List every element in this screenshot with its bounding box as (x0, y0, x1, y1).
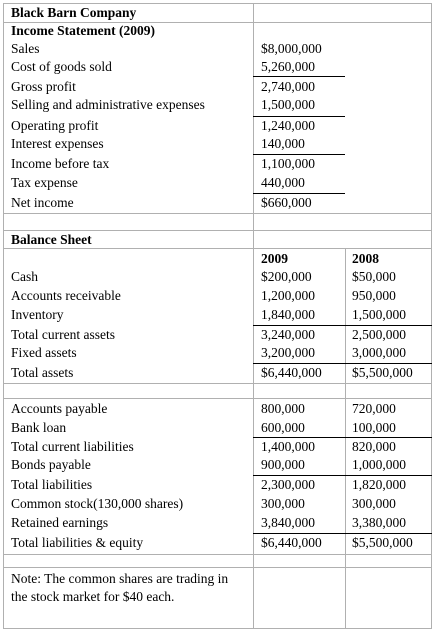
is-value-operating-profit: 1,240,000 (261, 118, 315, 133)
bs-2009-accounts-payable: 800,000 (261, 401, 305, 416)
grid-line (3, 628, 432, 629)
is-label-cogs: Cost of goods sold (11, 59, 112, 74)
bs-2009-fixed-assets: 3,200,000 (261, 345, 315, 360)
bs-2009-total-assets: $6,440,000 (261, 365, 322, 380)
bs-2008-total-current-assets: 2,500,000 (352, 327, 406, 342)
is-label-net-income: Net income (11, 195, 74, 210)
bs-label-accounts-payable: Accounts payable (11, 401, 108, 416)
is-value-sga: 1,500,000 (261, 97, 315, 112)
bs-label-cash: Cash (11, 269, 38, 284)
bs-2008-fixed-assets: 3,000,000 (352, 345, 406, 360)
year-header-2008: 2008 (352, 251, 379, 266)
bs-label-inventory: Inventory (11, 307, 64, 322)
is-value-interest: 140,000 (261, 136, 305, 151)
is-label-income-before-tax: Income before tax (11, 156, 110, 171)
bs-2008-bank-loan: 100,000 (352, 420, 396, 435)
grid-line (431, 3, 432, 628)
bs-2009-cash: $200,000 (261, 269, 312, 284)
bs-2009-total-current-liabilities: 1,400,000 (261, 439, 315, 454)
bs-label-fixed-assets: Fixed assets (11, 345, 77, 360)
bs-2009-bank-loan: 600,000 (261, 420, 305, 435)
share-price-note: Note: The common shares are trading in the stock market for $40 each. (11, 571, 229, 604)
bs-2009-retained-earnings: 3,840,000 (261, 515, 315, 530)
is-value-income-before-tax: 1,100,000 (261, 156, 315, 171)
company-name: Black Barn Company (11, 5, 137, 20)
is-label-sales: Sales (11, 41, 40, 56)
year-header-2009: 2009 (261, 251, 288, 266)
is-value-tax: 440,000 (261, 175, 305, 190)
bs-2009-total-liabilities: 2,300,000 (261, 477, 315, 492)
bs-label-total-liabilities-equity: Total liabilities & equity (11, 535, 144, 550)
bs-label-total-current-liabilities: Total current liabilities (11, 439, 134, 454)
bs-label-total-current-assets: Total current assets (11, 327, 116, 342)
bs-label-common-stock: Common stock(130,000 shares) (11, 496, 184, 511)
bs-2009-receivables: 1,200,000 (261, 288, 315, 303)
bs-2008-receivables: 950,000 (352, 288, 396, 303)
bs-2009-common-stock: 300,000 (261, 496, 305, 511)
is-value-gross-profit: 2,740,000 (261, 79, 315, 94)
grid-line (253, 3, 254, 628)
bs-2008-total-liabilities-equity: $5,500,000 (352, 535, 413, 550)
bs-2009-total-current-assets: 3,240,000 (261, 327, 315, 342)
bs-2009-total-liabilities-equity: $6,440,000 (261, 535, 322, 550)
bs-2008-total-liabilities: 1,820,000 (352, 477, 406, 492)
grid-line (345, 248, 346, 628)
bs-2008-cash: $50,000 (352, 269, 396, 284)
bs-label-bonds-payable: Bonds payable (11, 457, 91, 472)
is-label-gross-profit: Gross profit (11, 79, 76, 94)
income-statement-title: Income Statement (2009) (11, 23, 155, 38)
bs-2009-inventory: 1,840,000 (261, 307, 315, 322)
is-label-operating-profit: Operating profit (11, 118, 99, 133)
bs-label-retained-earnings: Retained earnings (11, 515, 109, 530)
is-label-interest: Interest expenses (11, 136, 104, 151)
bs-2008-inventory: 1,500,000 (352, 307, 406, 322)
bs-2008-common-stock: 300,000 (352, 496, 396, 511)
bs-2008-retained-earnings: 3,380,000 (352, 515, 406, 530)
is-value-net-income: $660,000 (261, 195, 312, 210)
is-value-sales: $8,000,000 (261, 41, 322, 56)
bs-2009-bonds-payable: 900,000 (261, 457, 305, 472)
grid-line (3, 398, 432, 399)
grid-line (3, 567, 432, 568)
bs-label-bank-loan: Bank loan (11, 420, 67, 435)
is-value-cogs: 5,260,000 (261, 59, 315, 74)
grid-line (3, 383, 432, 384)
balance-sheet-title: Balance Sheet (11, 232, 92, 247)
bs-2008-total-assets: $5,500,000 (352, 365, 413, 380)
total-underline (253, 76, 345, 77)
bs-2008-accounts-payable: 720,000 (352, 401, 396, 416)
bs-label-total-assets: Total assets (11, 365, 74, 380)
bs-label-receivables: Accounts receivable (11, 288, 121, 303)
bs-label-total-liabilities: Total liabilities (11, 477, 93, 492)
grid-line (3, 213, 432, 214)
is-label-tax: Tax expense (11, 175, 78, 190)
bs-2008-bonds-payable: 1,000,000 (352, 457, 406, 472)
grid-line (3, 3, 4, 628)
bs-2008-total-current-liabilities: 820,000 (352, 439, 396, 454)
grid-line (3, 554, 432, 555)
is-label-sga: Selling and administrative expenses (11, 97, 205, 112)
